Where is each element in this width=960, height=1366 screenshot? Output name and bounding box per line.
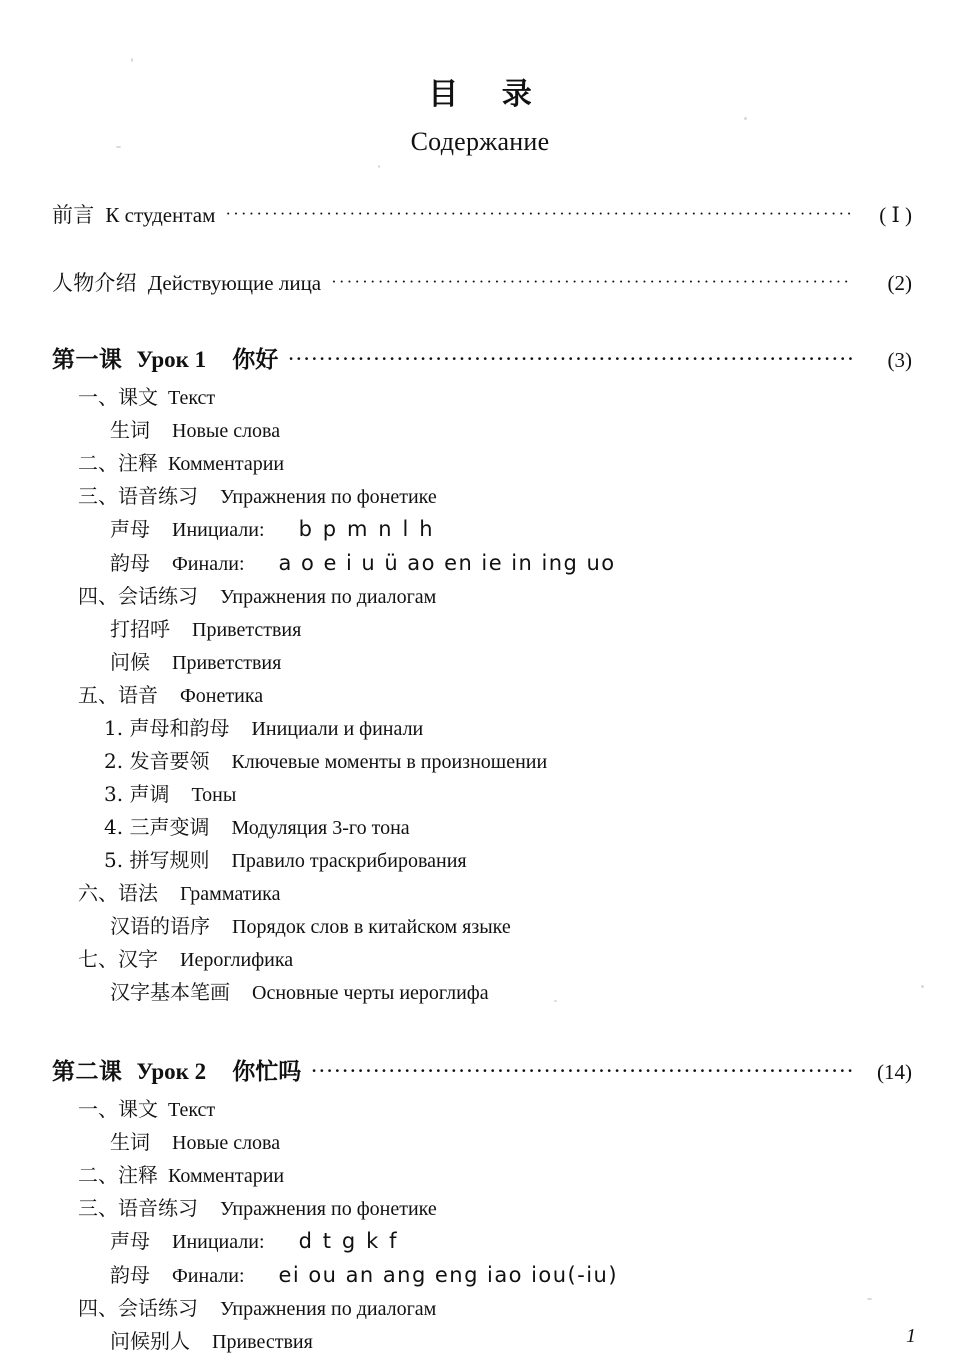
subitem-chinese: 六、语法 — [78, 881, 158, 906]
lesson-number-chinese: 第二课 — [52, 1058, 123, 1086]
spacer — [52, 297, 912, 341]
dot-leader — [288, 352, 852, 375]
toc-subitem[interactable] — [52, 1159, 912, 1192]
subitem-chinese: 三、语音练习 — [78, 484, 198, 508]
scan-speck — [554, 1000, 557, 1002]
subitem-russian: Порядок слов в китайском языке — [232, 916, 511, 939]
toc-subitem[interactable] — [52, 447, 912, 480]
subitem-chinese: 生词 — [110, 1130, 150, 1155]
toc-subitem[interactable] — [52, 877, 912, 910]
lesson-header-1[interactable] — [52, 341, 912, 375]
subitem-chinese: 2. 发音要领 — [104, 749, 210, 774]
toc-subitem[interactable] — [52, 646, 912, 679]
toc-subitem-finals[interactable] — [52, 547, 912, 581]
dot-leader — [331, 275, 852, 296]
subitem-russian: Упражнения по диалогам — [220, 586, 437, 609]
toc-entry-chinese: 前言 — [52, 203, 95, 227]
toc-page-number: ( Ⅰ ) — [879, 203, 912, 227]
subitem-chinese: 七、汉字 — [78, 947, 158, 972]
toc-page-number: (14) — [877, 1060, 912, 1085]
subitem-chinese: 5. 拼写规则 — [104, 848, 210, 873]
toc-subitem[interactable] — [52, 910, 912, 943]
subitem-russian: Инициали: — [172, 519, 265, 541]
subitem-chinese: 二、注释 — [78, 1163, 158, 1188]
toc-subitem[interactable] — [52, 381, 912, 414]
page-title-russian: Содержание — [410, 127, 550, 156]
page-title-block — [0, 78, 960, 157]
spacer — [52, 1009, 912, 1053]
toc-entry-russian: Действующие лица — [147, 271, 322, 295]
subitem-chinese: 4. 三声变调 — [104, 815, 210, 840]
toc-subitem[interactable] — [52, 943, 912, 976]
subitem-russian: Правило траскрибирования — [231, 850, 467, 873]
pinyin-finals: ei ou an ang eng iao iou(-iu) — [278, 1262, 618, 1287]
subitem-russian: Упражнения по фонетике — [220, 1198, 437, 1221]
dot-leader — [225, 207, 852, 228]
table-of-contents — [0, 199, 960, 1358]
subitem-chinese: 声母 — [110, 1229, 150, 1254]
toc-subitem[interactable] — [52, 811, 912, 844]
subitem-russian: Основные черты иероглифа — [252, 982, 489, 1005]
subitem-chinese: 四、会话练习 — [78, 584, 198, 609]
dot-leader — [311, 1064, 852, 1087]
pinyin-initials: d t g k f — [298, 1229, 399, 1254]
toc-subitem[interactable] — [52, 1093, 912, 1126]
toc-subitem-finals[interactable] — [52, 1259, 912, 1293]
subitem-russian: Упражнения по диалогам — [220, 1298, 437, 1321]
subitem-chinese: 一、课文 — [78, 1097, 158, 1122]
lesson-title-chinese: 你忙吗 — [232, 1058, 302, 1086]
scan-speck — [867, 1298, 872, 1300]
pinyin-finals: a o e i u ü ao en ie in ing uo — [278, 550, 616, 575]
subitem-chinese: 3. 声调 — [104, 782, 170, 807]
toc-subitem[interactable] — [52, 679, 912, 712]
subitem-chinese: 韵母 — [110, 550, 150, 575]
toc-entry-characters[interactable] — [52, 267, 912, 297]
lesson-number-russian: Урок 1 — [136, 347, 207, 372]
toc-entry-russian: К студентам — [105, 203, 216, 227]
subitem-russian: Комментарии — [168, 1165, 285, 1188]
subitem-russian: Текст — [168, 1099, 216, 1122]
subitem-russian: Новые слова — [172, 1132, 281, 1155]
toc-subitem[interactable] — [52, 778, 912, 811]
scan-speck — [921, 985, 924, 988]
subitem-russian: Ключевые моменты в произношении — [231, 751, 548, 774]
subitem-chinese: 问候别人 — [110, 1329, 190, 1354]
scan-speck — [131, 58, 133, 62]
scan-speck — [744, 117, 747, 120]
subitem-russian: Упражнения по фонетике — [220, 486, 437, 508]
toc-page-number: (3) — [887, 348, 912, 372]
subitem-russian: Комментарии — [168, 453, 285, 475]
subitem-russian: Финали: — [172, 1264, 245, 1287]
toc-subitem[interactable] — [52, 1192, 912, 1225]
subitem-russian: Новые слова — [172, 420, 281, 442]
subitem-russian: Приветствия — [192, 619, 302, 642]
lesson-block-1 — [52, 341, 912, 1009]
toc-subitem[interactable] — [52, 712, 912, 745]
toc-subitem[interactable] — [52, 1126, 912, 1159]
toc-subitem[interactable] — [52, 745, 912, 778]
subitem-chinese: 1. 声母和韵母 — [104, 716, 230, 741]
subitem-chinese: 三、语音练习 — [78, 1196, 198, 1221]
subitem-chinese: 汉语的语序 — [110, 914, 210, 939]
toc-subitem[interactable] — [52, 844, 912, 877]
subitem-russian: Финали: — [172, 552, 245, 575]
toc-subitem[interactable] — [52, 1325, 912, 1358]
lesson-title-chinese: 你好 — [232, 346, 279, 373]
pinyin-initials: b p m n l h — [298, 517, 435, 541]
subitem-russian: Тоны — [191, 784, 237, 807]
subitem-russian: Привествия — [212, 1331, 313, 1354]
lesson-number-russian: Урок 2 — [136, 1059, 207, 1085]
spacer — [52, 229, 912, 267]
subitem-russian: Приветствия — [172, 652, 282, 675]
toc-entry-preface[interactable] — [52, 199, 912, 229]
page-title-chinese: 目 录 — [428, 77, 549, 112]
subitem-chinese: 韵母 — [110, 1262, 150, 1287]
subitem-russian: Иероглифика — [180, 949, 294, 972]
subitem-chinese: 问候 — [110, 650, 150, 675]
lesson-number-chinese: 第一课 — [52, 346, 123, 373]
toc-page-number: (2) — [887, 271, 912, 295]
toc-subitem-initials[interactable] — [52, 513, 912, 547]
folio-page-number: 1 — [906, 1325, 916, 1347]
subitem-russian: Текст — [168, 387, 216, 409]
toc-subitem[interactable] — [52, 613, 912, 646]
subitem-chinese: 汉字基本笔画 — [110, 980, 230, 1005]
subitem-chinese: 打招呼 — [110, 617, 170, 642]
toc-subitem[interactable] — [52, 580, 912, 613]
subitem-russian: Инициали: — [172, 1231, 265, 1254]
subitem-russian: Модуляция 3-го тона — [231, 817, 410, 840]
toc-subitem-initials[interactable] — [52, 1225, 912, 1259]
subitem-chinese: 五、语音 — [78, 683, 158, 708]
subitem-chinese: 声母 — [110, 517, 150, 541]
toc-entry-chinese: 人物介绍 — [52, 271, 137, 295]
lesson-block-2 — [52, 1053, 912, 1358]
subitem-russian: Фонетика — [180, 685, 264, 708]
toc-subitem[interactable] — [52, 480, 912, 513]
toc-subitem[interactable] — [52, 414, 912, 447]
scan-speck — [378, 165, 380, 168]
scan-speck — [116, 146, 121, 148]
subitem-chinese: 生词 — [110, 418, 150, 442]
subitem-chinese: 四、会话练习 — [78, 1296, 198, 1321]
subitem-russian: Инициали и финали — [251, 718, 424, 741]
toc-subitem[interactable] — [52, 1292, 912, 1325]
subitem-russian: Грамматика — [180, 883, 281, 906]
toc-subitem[interactable] — [52, 976, 912, 1009]
subitem-chinese: 一、课文 — [78, 385, 158, 409]
subitem-chinese: 二、注释 — [78, 451, 158, 475]
lesson-header-2[interactable] — [52, 1053, 912, 1087]
